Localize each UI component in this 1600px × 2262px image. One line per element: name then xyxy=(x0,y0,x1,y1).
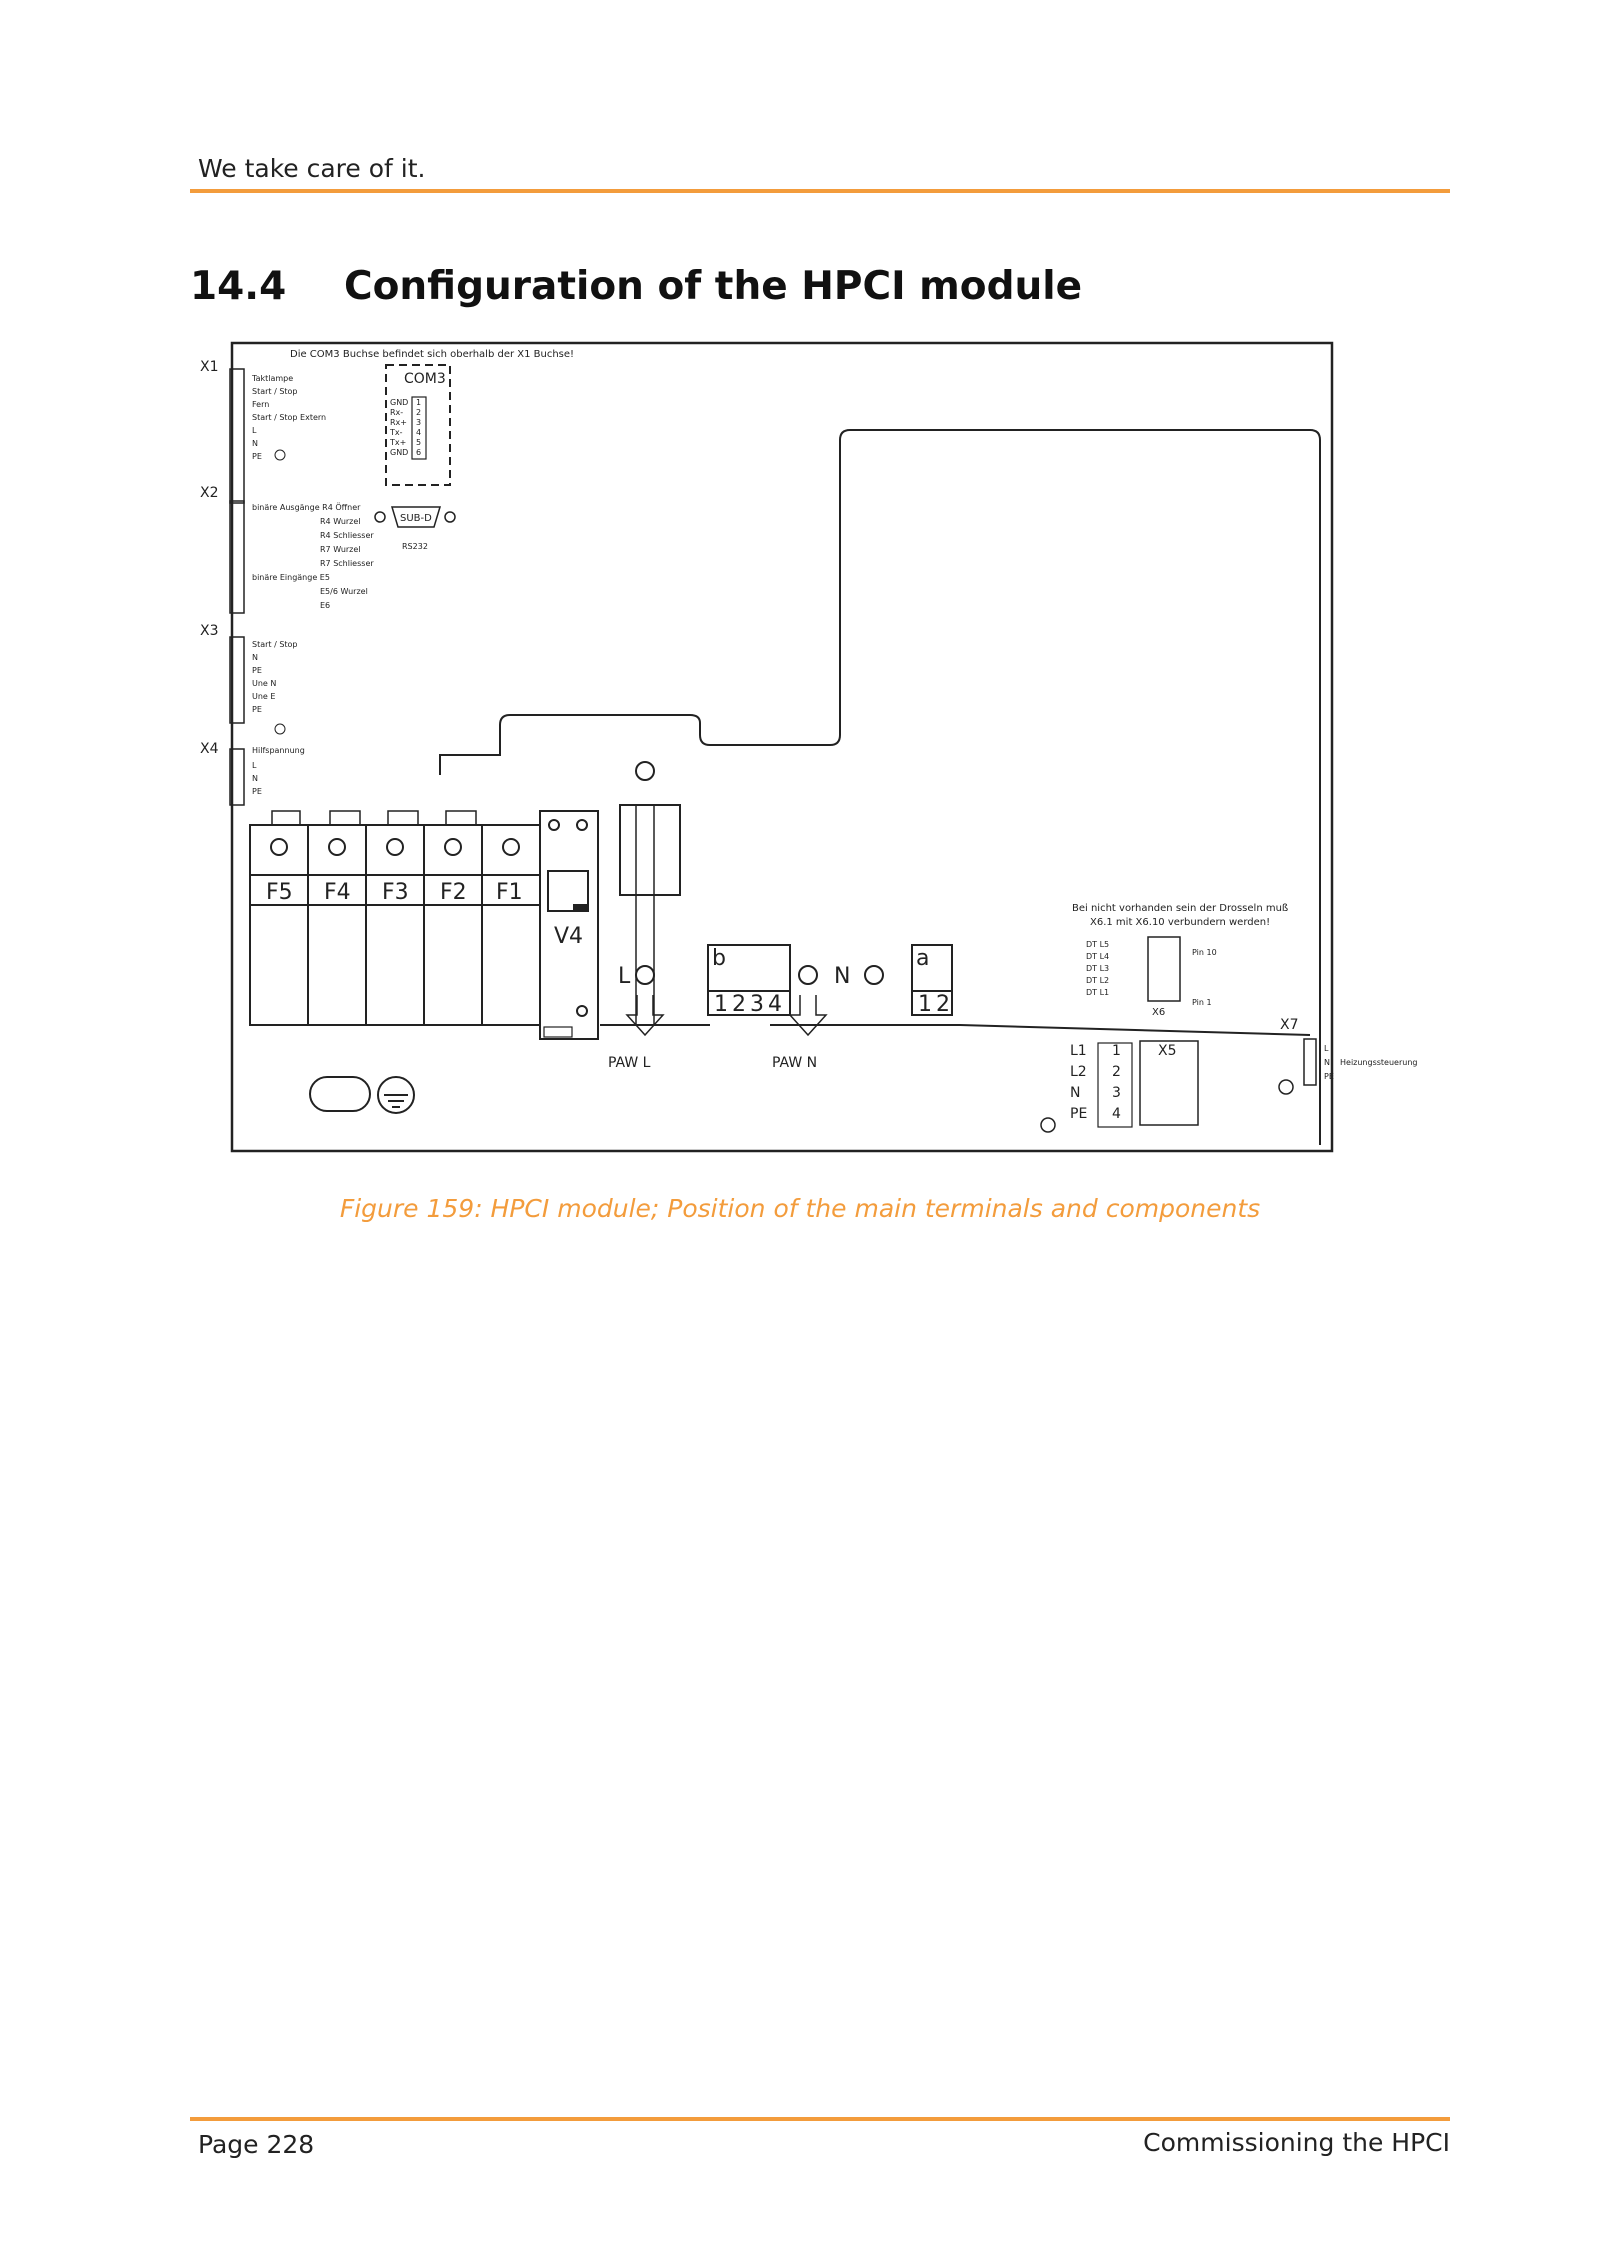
x3-rows xyxy=(252,640,298,714)
svg-text:4: 4 xyxy=(416,428,422,437)
x2-row-2: R4 Wurzel xyxy=(320,517,361,526)
x3-row-6: PE xyxy=(252,705,262,714)
svg-text:6: 6 xyxy=(416,448,422,457)
hpci-module-diagram xyxy=(190,335,1465,1165)
x1-rows xyxy=(251,374,326,461)
svg-text:3: 3 xyxy=(750,992,764,1017)
section-number: 14.4 xyxy=(190,264,287,309)
section-title: Configuration of the HPCI module xyxy=(344,264,1083,309)
x5-row-4-pin: 4 xyxy=(1112,1106,1121,1122)
x7-row-2-extra: Heizungssteuerung xyxy=(1340,1058,1418,1067)
x3-row-3: PE xyxy=(252,666,262,675)
x5-ground-icon xyxy=(1041,1118,1055,1132)
x5-block xyxy=(1070,1041,1198,1127)
svg-text:5: 5 xyxy=(416,438,422,447)
x2-row-4: R7 Wurzel xyxy=(320,545,361,554)
x1-row-7: PE xyxy=(252,452,262,461)
com3-label: COM3 xyxy=(404,371,446,387)
svg-text:3: 3 xyxy=(416,418,422,427)
x6-row-1: DT L5 xyxy=(1086,940,1110,949)
com3-pin-1: GND xyxy=(390,398,409,407)
x5-row-2-name: L2 xyxy=(1070,1064,1087,1080)
bus-outline xyxy=(440,430,1320,1145)
x2-row-5: R7 Schliesser xyxy=(320,559,374,568)
paw-n-arrow-icon xyxy=(790,995,826,1035)
x4-row-2: L xyxy=(252,761,257,770)
x5-row-3-name: N xyxy=(1070,1085,1081,1101)
x2-row-8: E6 xyxy=(320,601,331,610)
x4-row-4: PE xyxy=(252,787,262,796)
x6-label: X6 xyxy=(1152,1007,1166,1018)
x4-rows xyxy=(252,746,305,796)
v4-label: V4 xyxy=(554,924,584,949)
x7-block xyxy=(1280,1017,1417,1085)
v4-component xyxy=(540,811,598,1039)
fuse-f4: F4 xyxy=(324,880,351,905)
figure-caption: Figure 159: HPCI module; Position of the main terminals and components xyxy=(339,1194,1261,1223)
x2-row-7: E5/6 Wurzel xyxy=(320,587,368,596)
header-rule xyxy=(190,189,1450,193)
x3-label: X3 xyxy=(200,623,219,639)
com3-pin-6: GND xyxy=(390,448,409,457)
terminal-a-label: a xyxy=(916,946,930,971)
svg-text:2: 2 xyxy=(416,408,422,417)
x2-rows xyxy=(252,502,374,610)
x5-row-4-name: PE xyxy=(1070,1106,1088,1122)
fuse-f3: F3 xyxy=(382,880,409,905)
x1-label: X1 xyxy=(200,359,219,375)
com3-pin-4: Tx- xyxy=(390,428,403,437)
x5-row-3-pin: 3 xyxy=(1112,1085,1121,1101)
x6-row-5: DT L1 xyxy=(1086,988,1110,997)
paw-l-label: PAW L xyxy=(608,1055,651,1071)
x5-label: X5 xyxy=(1158,1043,1177,1059)
terminal-b xyxy=(708,945,790,1017)
com3-pin-3: Rx+ xyxy=(390,418,407,427)
x6-pin1: Pin 1 xyxy=(1192,998,1212,1007)
x3-row-2: N xyxy=(252,653,258,662)
x1-row-2: Start / Stop xyxy=(252,387,298,396)
footer-page-number: Page 228 xyxy=(198,2130,315,2159)
x4-label: X4 xyxy=(200,741,219,757)
svg-text:2: 2 xyxy=(732,992,746,1017)
board-outline xyxy=(232,343,1332,1151)
x3-ground-icon xyxy=(275,724,285,734)
busbar-n xyxy=(772,964,883,1071)
subd-connector xyxy=(375,507,455,551)
com3-pin-5: Tx+ xyxy=(390,438,407,447)
x2-row-3: R4 Schliesser xyxy=(320,531,374,540)
x6-row-2: DT L4 xyxy=(1086,952,1110,961)
cable-gland-icon xyxy=(310,1077,370,1111)
fuse-block xyxy=(250,811,540,1025)
rs232-label: RS232 xyxy=(402,542,428,551)
x6-pin10: Pin 10 xyxy=(1192,948,1217,957)
l-label: L xyxy=(618,964,631,989)
n-label: N xyxy=(834,964,851,989)
x2-row-1: binäre Ausgänge R4 Öffner xyxy=(252,503,361,512)
com3-note: Die COM3 Buchse befindet sich oberhalb der X1 Buchse! xyxy=(290,349,575,360)
x1-row-1: Taktlampe xyxy=(252,374,294,383)
header-tagline: We take care of it. xyxy=(198,154,426,183)
footer-rule xyxy=(190,2117,1450,2121)
terminal-a xyxy=(912,945,952,1017)
svg-text:2: 2 xyxy=(936,992,950,1017)
com3-pins xyxy=(389,397,426,459)
x7-label: X7 xyxy=(1280,1017,1299,1033)
x4-row-1: Hilfspannung xyxy=(252,746,305,755)
x1-row-6: N xyxy=(252,439,258,448)
x3-row-4: Une N xyxy=(252,679,277,688)
subd-label: SUB-D xyxy=(400,513,432,524)
svg-text:1: 1 xyxy=(918,992,932,1017)
x6-note-1: Bei nicht vorhanden sein der Drosseln muß xyxy=(1072,903,1289,914)
paw-l-arrow-icon xyxy=(627,995,663,1035)
x6-row-3: DT L3 xyxy=(1086,964,1110,973)
x6-note-2: X6.1 mit X6.10 verbundern werden! xyxy=(1090,917,1271,928)
fuse-f1: F1 xyxy=(496,880,523,905)
x7-row-3: PE xyxy=(1324,1072,1334,1081)
x3-row-5: Une E xyxy=(252,692,276,701)
x7-row-2: N xyxy=(1324,1058,1330,1067)
svg-text:4: 4 xyxy=(768,992,782,1017)
x5-row-1-name: L1 xyxy=(1070,1043,1087,1059)
x2-label: X2 xyxy=(200,485,219,501)
footer-chapter: Commissioning the HPCI xyxy=(1143,2128,1450,2157)
x1-row-3: Fern xyxy=(252,400,270,409)
com3-pin-2: Rx- xyxy=(390,408,404,417)
x3-row-1: Start / Stop xyxy=(252,640,298,649)
x1-row-5: L xyxy=(252,426,257,435)
x1-ground-icon xyxy=(275,450,285,460)
svg-text:1: 1 xyxy=(714,992,728,1017)
x5-row-1-pin: 1 xyxy=(1112,1043,1121,1059)
x7-row-1: L xyxy=(1324,1044,1329,1053)
fuse-f2: F2 xyxy=(440,880,467,905)
fuse-f5: F5 xyxy=(266,880,293,905)
x5-row-2-pin: 2 xyxy=(1112,1064,1121,1080)
x4-row-3: N xyxy=(252,774,258,783)
svg-text:1: 1 xyxy=(416,398,422,407)
x2-row-6: binäre Eingänge E5 xyxy=(252,573,330,582)
x1-row-4: Start / Stop Extern xyxy=(252,413,327,422)
terminal-b-label: b xyxy=(712,946,726,971)
x6-row-4: DT L2 xyxy=(1086,976,1110,985)
x7-ground-icon xyxy=(1279,1080,1293,1094)
x6-block xyxy=(1086,940,1217,1007)
section-heading xyxy=(190,264,1082,309)
paw-n-label: PAW N xyxy=(772,1055,818,1071)
